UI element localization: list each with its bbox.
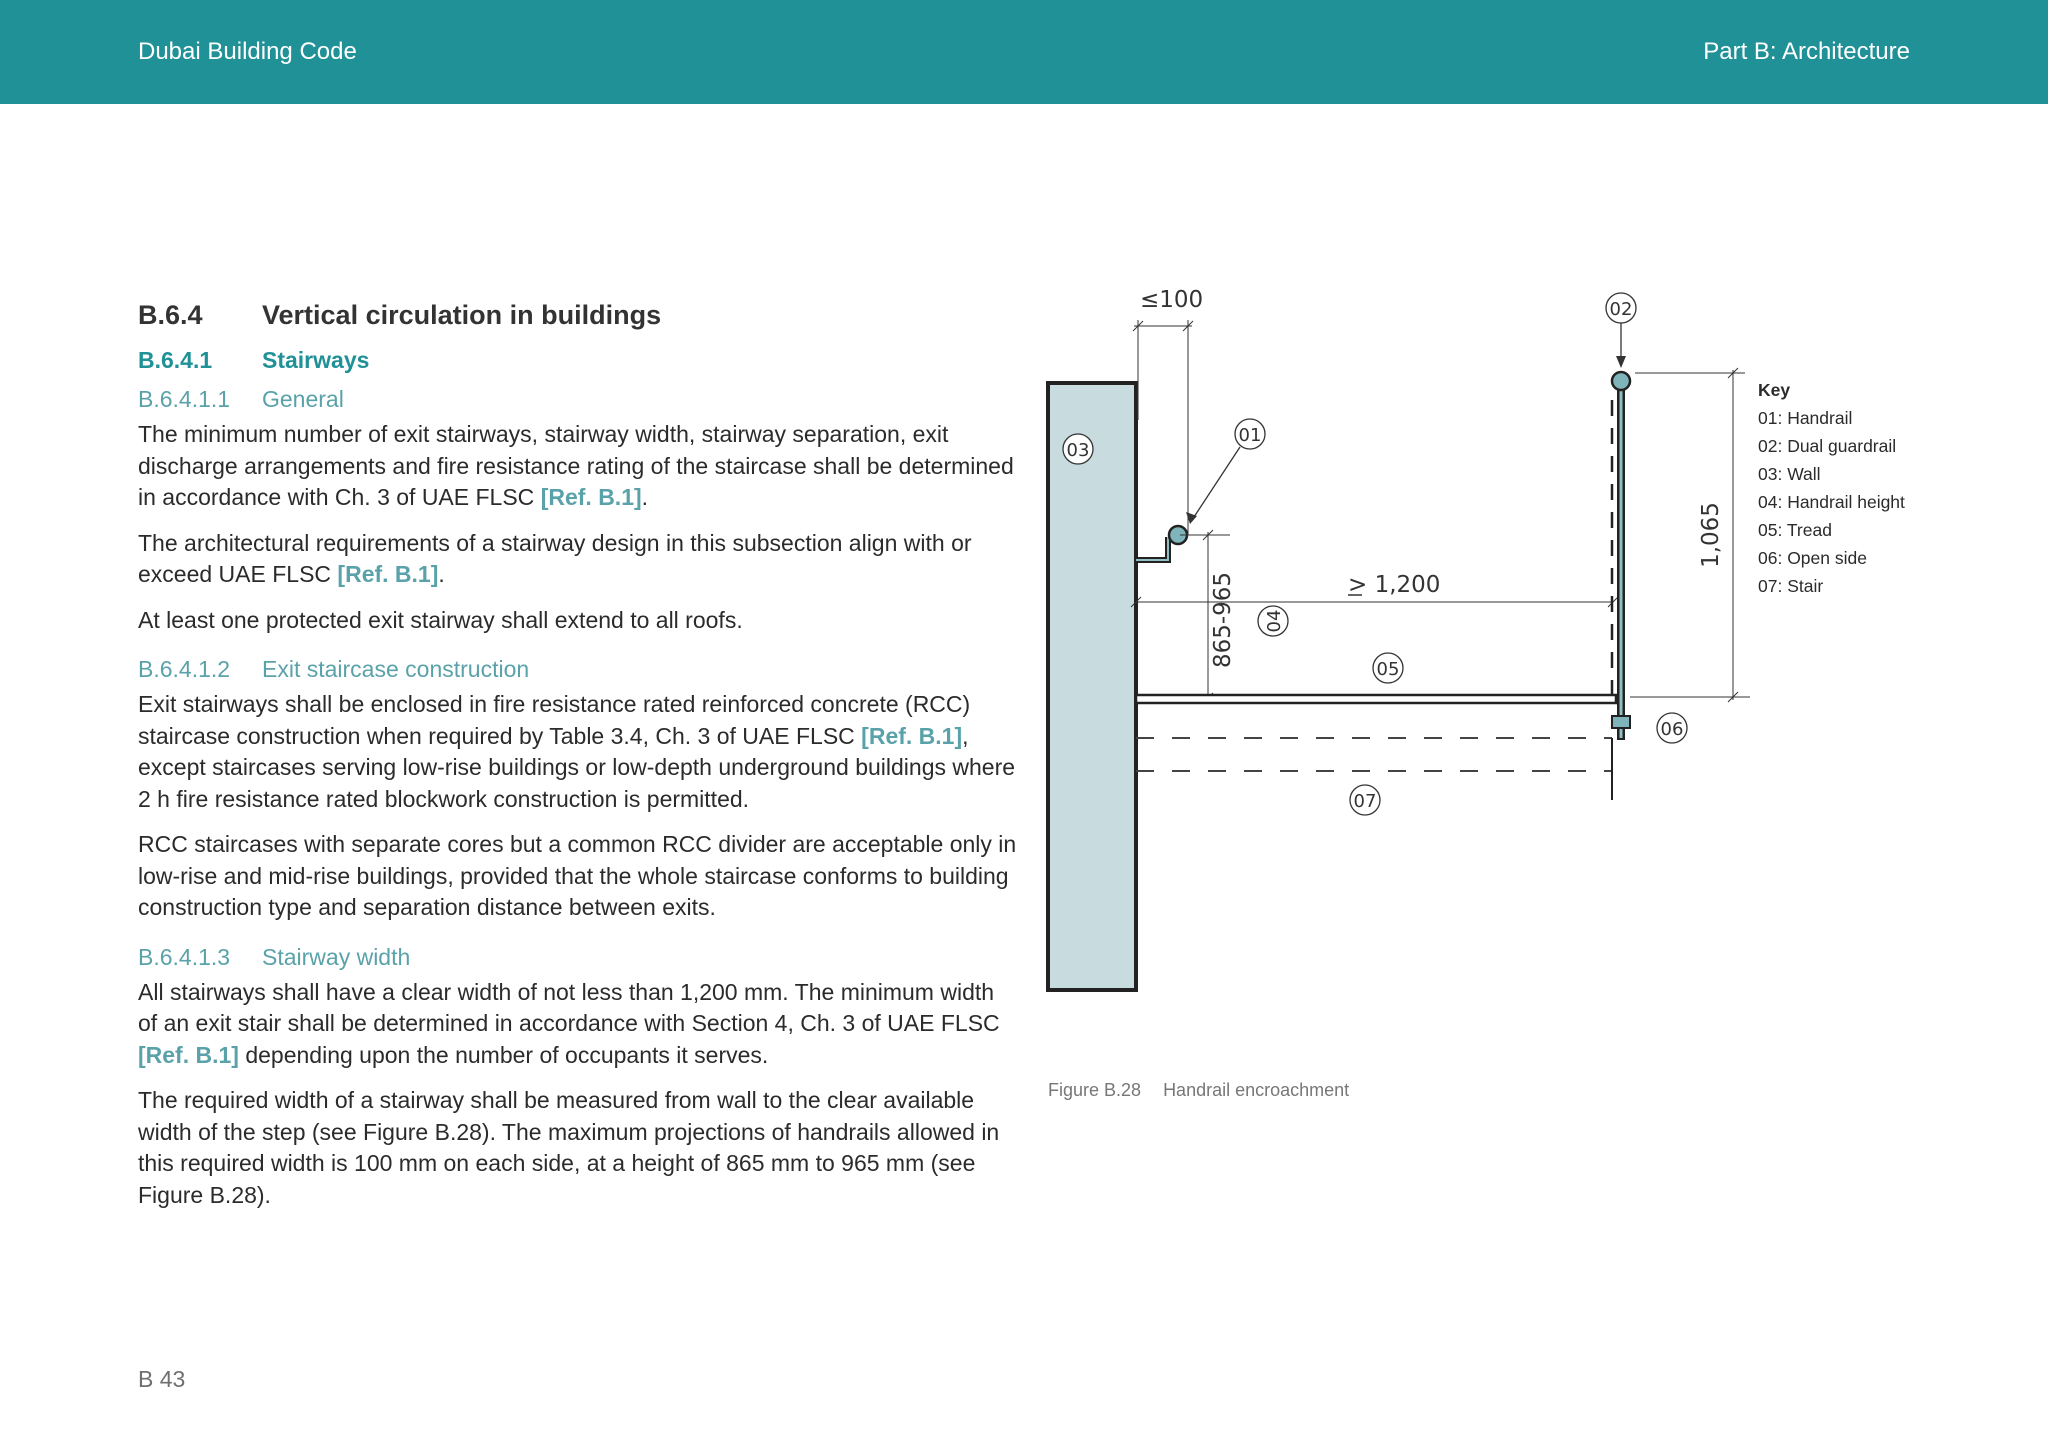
dim-handrail-height: 865-965 — [1210, 571, 1236, 669]
leader-arrowhead — [1616, 356, 1626, 368]
callout-07-label: 07 — [1353, 791, 1377, 812]
construction-title: Exit staircase construction — [262, 656, 530, 682]
handrail-bracket — [1136, 537, 1168, 560]
construction-number: B.6.4.1.2 — [138, 656, 231, 682]
subsection-heading — [138, 347, 1018, 374]
paragraph-text: . — [438, 561, 445, 587]
paragraph-text: All stairways shall have a clear width of not less than 1,200 mm. The minimum width of an exit stair shall be determined in accordance with Section 4, Ch. 3 of UAE FLSC — [138, 978, 1000, 1036]
section-number: B.6.4 — [138, 300, 203, 330]
key-item: 07: Stair — [1758, 576, 1824, 596]
reference-link[interactable]: [Ref. B.1] — [138, 1041, 239, 1068]
guardrail-shape — [1612, 372, 1630, 390]
text-column — [138, 300, 1018, 1225]
width-paragraph-1 — [138, 977, 1018, 1072]
paragraph-text: The minimum number of exit stairways, stairway width, stairway separation, exit discharge arrangements and fire resistance rating of the staircase shall be determined in accordance with Ch. 3 of UAE FLSC — [138, 421, 1014, 510]
figure-number: Figure B.28 — [1048, 1080, 1142, 1100]
construction-paragraph-2: RCC staircases with separate cores but a common RCC divider are acceptable only in low-rise and mid-rise buildings, provided that the whole staircase conforms to building construction type and separation distance between exits. — [138, 831, 1017, 920]
general-paragraph-3: At least one protected exit stairway shall extend to all roofs. — [138, 606, 743, 633]
dim-handrail-projection: ≤100 — [1140, 287, 1204, 313]
handrail-bracket-inner — [1136, 537, 1168, 560]
section-heading — [138, 300, 1018, 331]
key-item: 05: Tread — [1758, 520, 1832, 540]
paragraph-text: . — [641, 484, 649, 510]
paragraph-text: The architectural requirements of a stairway design in this subsection align with or exceed UAE FLSC — [138, 529, 972, 587]
key-item: 02: Dual guardrail — [1758, 436, 1897, 456]
callout-02-label: 02 — [1609, 299, 1633, 320]
paragraph-text: , except staircases serving low-rise buildings or low-depth underground buildings where 2 h fire resistance rated blockwork construction is permitted. — [138, 722, 1016, 812]
reference-link[interactable]: [Ref. B.1] — [861, 722, 963, 749]
handrail-figure — [1030, 270, 1790, 1070]
dim-clear-width: > 1,200 — [1348, 572, 1441, 598]
width-paragraph-2: The required width of a stairway shall be measured from wall to the clear available width of the step (see Figure B.28). The maximum projections of handrails allowed in this required width is 100 mm on each side, at a height of 865 mm to 965 mm (see Figure B.28). — [138, 1087, 1000, 1208]
callout-05-label: 05 — [1376, 659, 1400, 680]
general-heading — [138, 386, 1018, 413]
general-title: General — [262, 386, 344, 412]
header-part-title: Part B: Architecture — [1703, 38, 1910, 65]
general-number: B.6.4.1.1 — [138, 386, 231, 412]
callout-03-label: 03 — [1066, 440, 1090, 461]
paragraph-text: Exit stairways shall be enclosed in fire resistance rated reinforced concrete (RCC) staircase construction when required by Table 3.4, Ch. 3 of UAE FLSC — [138, 691, 971, 749]
reference-link[interactable]: [Ref. B.1] — [540, 484, 642, 510]
key-item: 01: Handrail — [1758, 408, 1853, 428]
page-number: B 43 — [138, 1366, 186, 1392]
width-heading — [138, 944, 1018, 971]
header-document-title: Dubai Building Code — [138, 38, 357, 65]
width-number: B.6.4.1.3 — [138, 943, 231, 970]
key-item: 06: Open side — [1758, 548, 1867, 568]
wall-shape — [1048, 383, 1136, 990]
construction-paragraph-1 — [138, 689, 1018, 815]
key-item: 04: Handrail height — [1758, 492, 1905, 512]
tread-shape — [1136, 695, 1616, 703]
page-header — [0, 0, 2048, 104]
width-title: Stairway width — [262, 943, 411, 970]
handrail-diagram — [1030, 270, 1790, 1070]
figure-title: Handrail encroachment — [1163, 1080, 1350, 1100]
figure-caption — [1048, 1080, 1349, 1101]
general-paragraph-2 — [138, 528, 1018, 591]
callout-04-label: 04 — [1264, 609, 1285, 633]
subsection-title: Stairways — [262, 347, 370, 373]
key-item: 03: Wall — [1758, 464, 1821, 484]
figure-key — [1758, 376, 1905, 600]
construction-heading — [138, 656, 1018, 683]
guardrail-base-plate — [1612, 716, 1630, 728]
section-title: Vertical circulation in buildings — [262, 300, 662, 330]
general-paragraph-1 — [138, 419, 1018, 514]
paragraph-text: depending upon the number of occupants it serves. — [238, 1041, 769, 1068]
leader-line — [1192, 447, 1240, 520]
dim-guardrail-height: 1,065 — [1698, 502, 1724, 568]
subsection-number: B.6.4.1 — [138, 347, 213, 373]
key-title: Key — [1758, 380, 1791, 400]
reference-link[interactable]: [Ref. B.1] — [337, 561, 439, 587]
callout-06-label: 06 — [1660, 719, 1684, 740]
callout-01-label: 01 — [1238, 425, 1262, 446]
